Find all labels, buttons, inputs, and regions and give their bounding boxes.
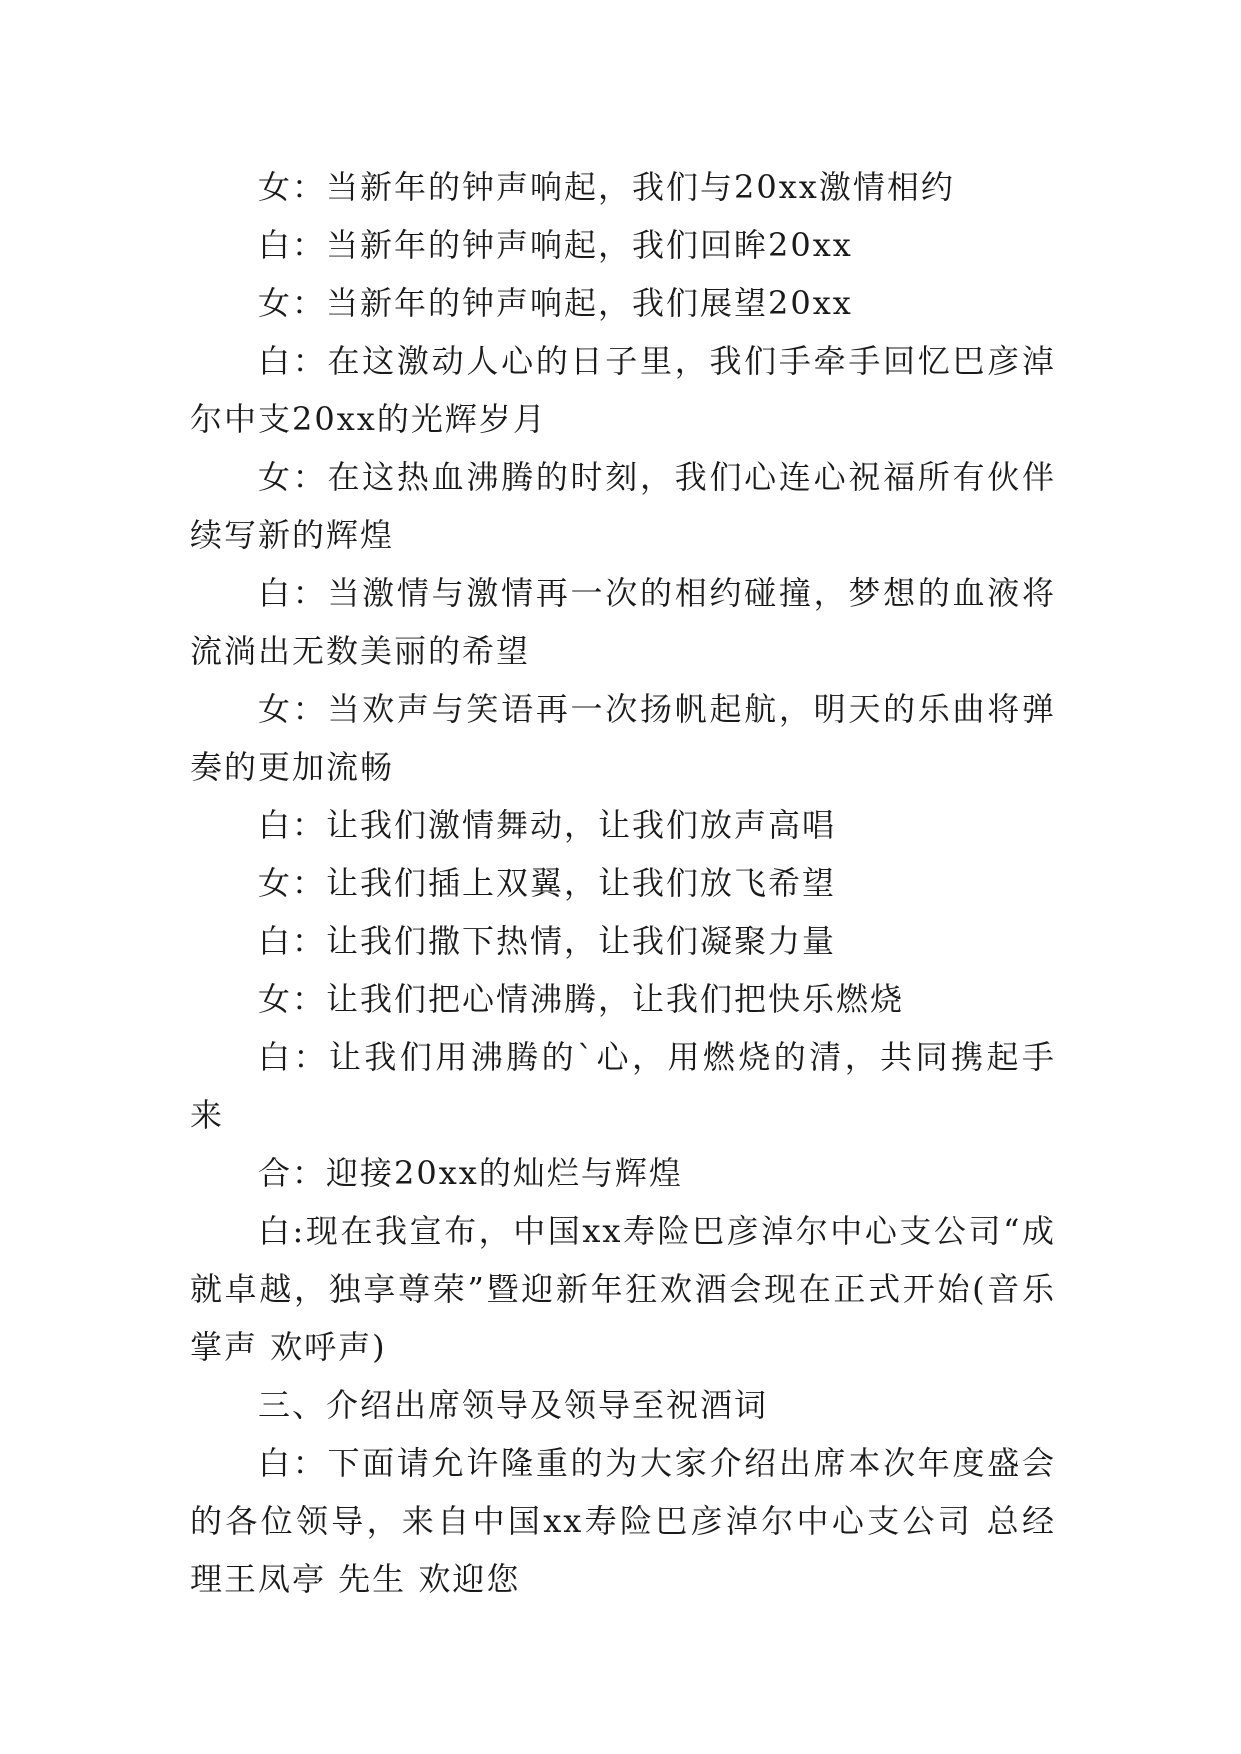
paragraph: 白：在这激动人心的日子里，我们手牵手回忆巴彦淖尔中支20xx的光辉岁月 <box>190 342 1056 438</box>
paragraph: 女：当新年的钟声响起，我们与20xx激情相约 <box>258 168 955 206</box>
document-body <box>190 158 1056 1608</box>
paragraph: 女：让我们插上双翼，让我们放飞希望 <box>258 864 837 902</box>
paragraph: 白:现在我宣布，中国xx寿险巴彦淖尔中心支公司“成就卓越，独享尊荣”暨迎新年狂欢酒会现在正式开始(音乐掌声 欢呼声) <box>190 1212 1056 1366</box>
paragraph: 白：下面请允许隆重的为大家介绍出席本次年度盛会的各位领导，来自中国xx寿险巴彦淖尔中心支公司 总经理王凤亭 先生 欢迎您 <box>190 1444 1056 1598</box>
paragraph: 合：迎接20xx的灿烂与辉煌 <box>258 1154 683 1192</box>
paragraph: 女：让我们把心情沸腾，让我们把快乐燃烧 <box>258 980 905 1018</box>
paragraph: 白：让我们用沸腾的`心，用燃烧的清，共同携起手来 <box>190 1038 1056 1134</box>
paragraph: 女：当新年的钟声响起，我们展望20xx <box>258 284 853 322</box>
paragraph: 女：在这热血沸腾的时刻，我们心连心祝福所有伙伴续写新的辉煌 <box>190 458 1056 554</box>
paragraph: 白：让我们激情舞动，让我们放声高唱 <box>258 806 837 844</box>
paragraph: 白：当新年的钟声响起，我们回眸20xx <box>258 226 853 264</box>
paragraph: 白：让我们撒下热情，让我们凝聚力量 <box>258 922 837 960</box>
section-heading: 三、介绍出席领导及领导至祝酒词 <box>258 1386 769 1424</box>
paragraph: 白：当激情与激情再一次的相约碰撞，梦想的血液将流淌出无数美丽的希望 <box>190 574 1056 670</box>
paragraph: 女：当欢声与笑语再一次扬帆起航，明天的乐曲将弹奏的更加流畅 <box>190 690 1056 786</box>
